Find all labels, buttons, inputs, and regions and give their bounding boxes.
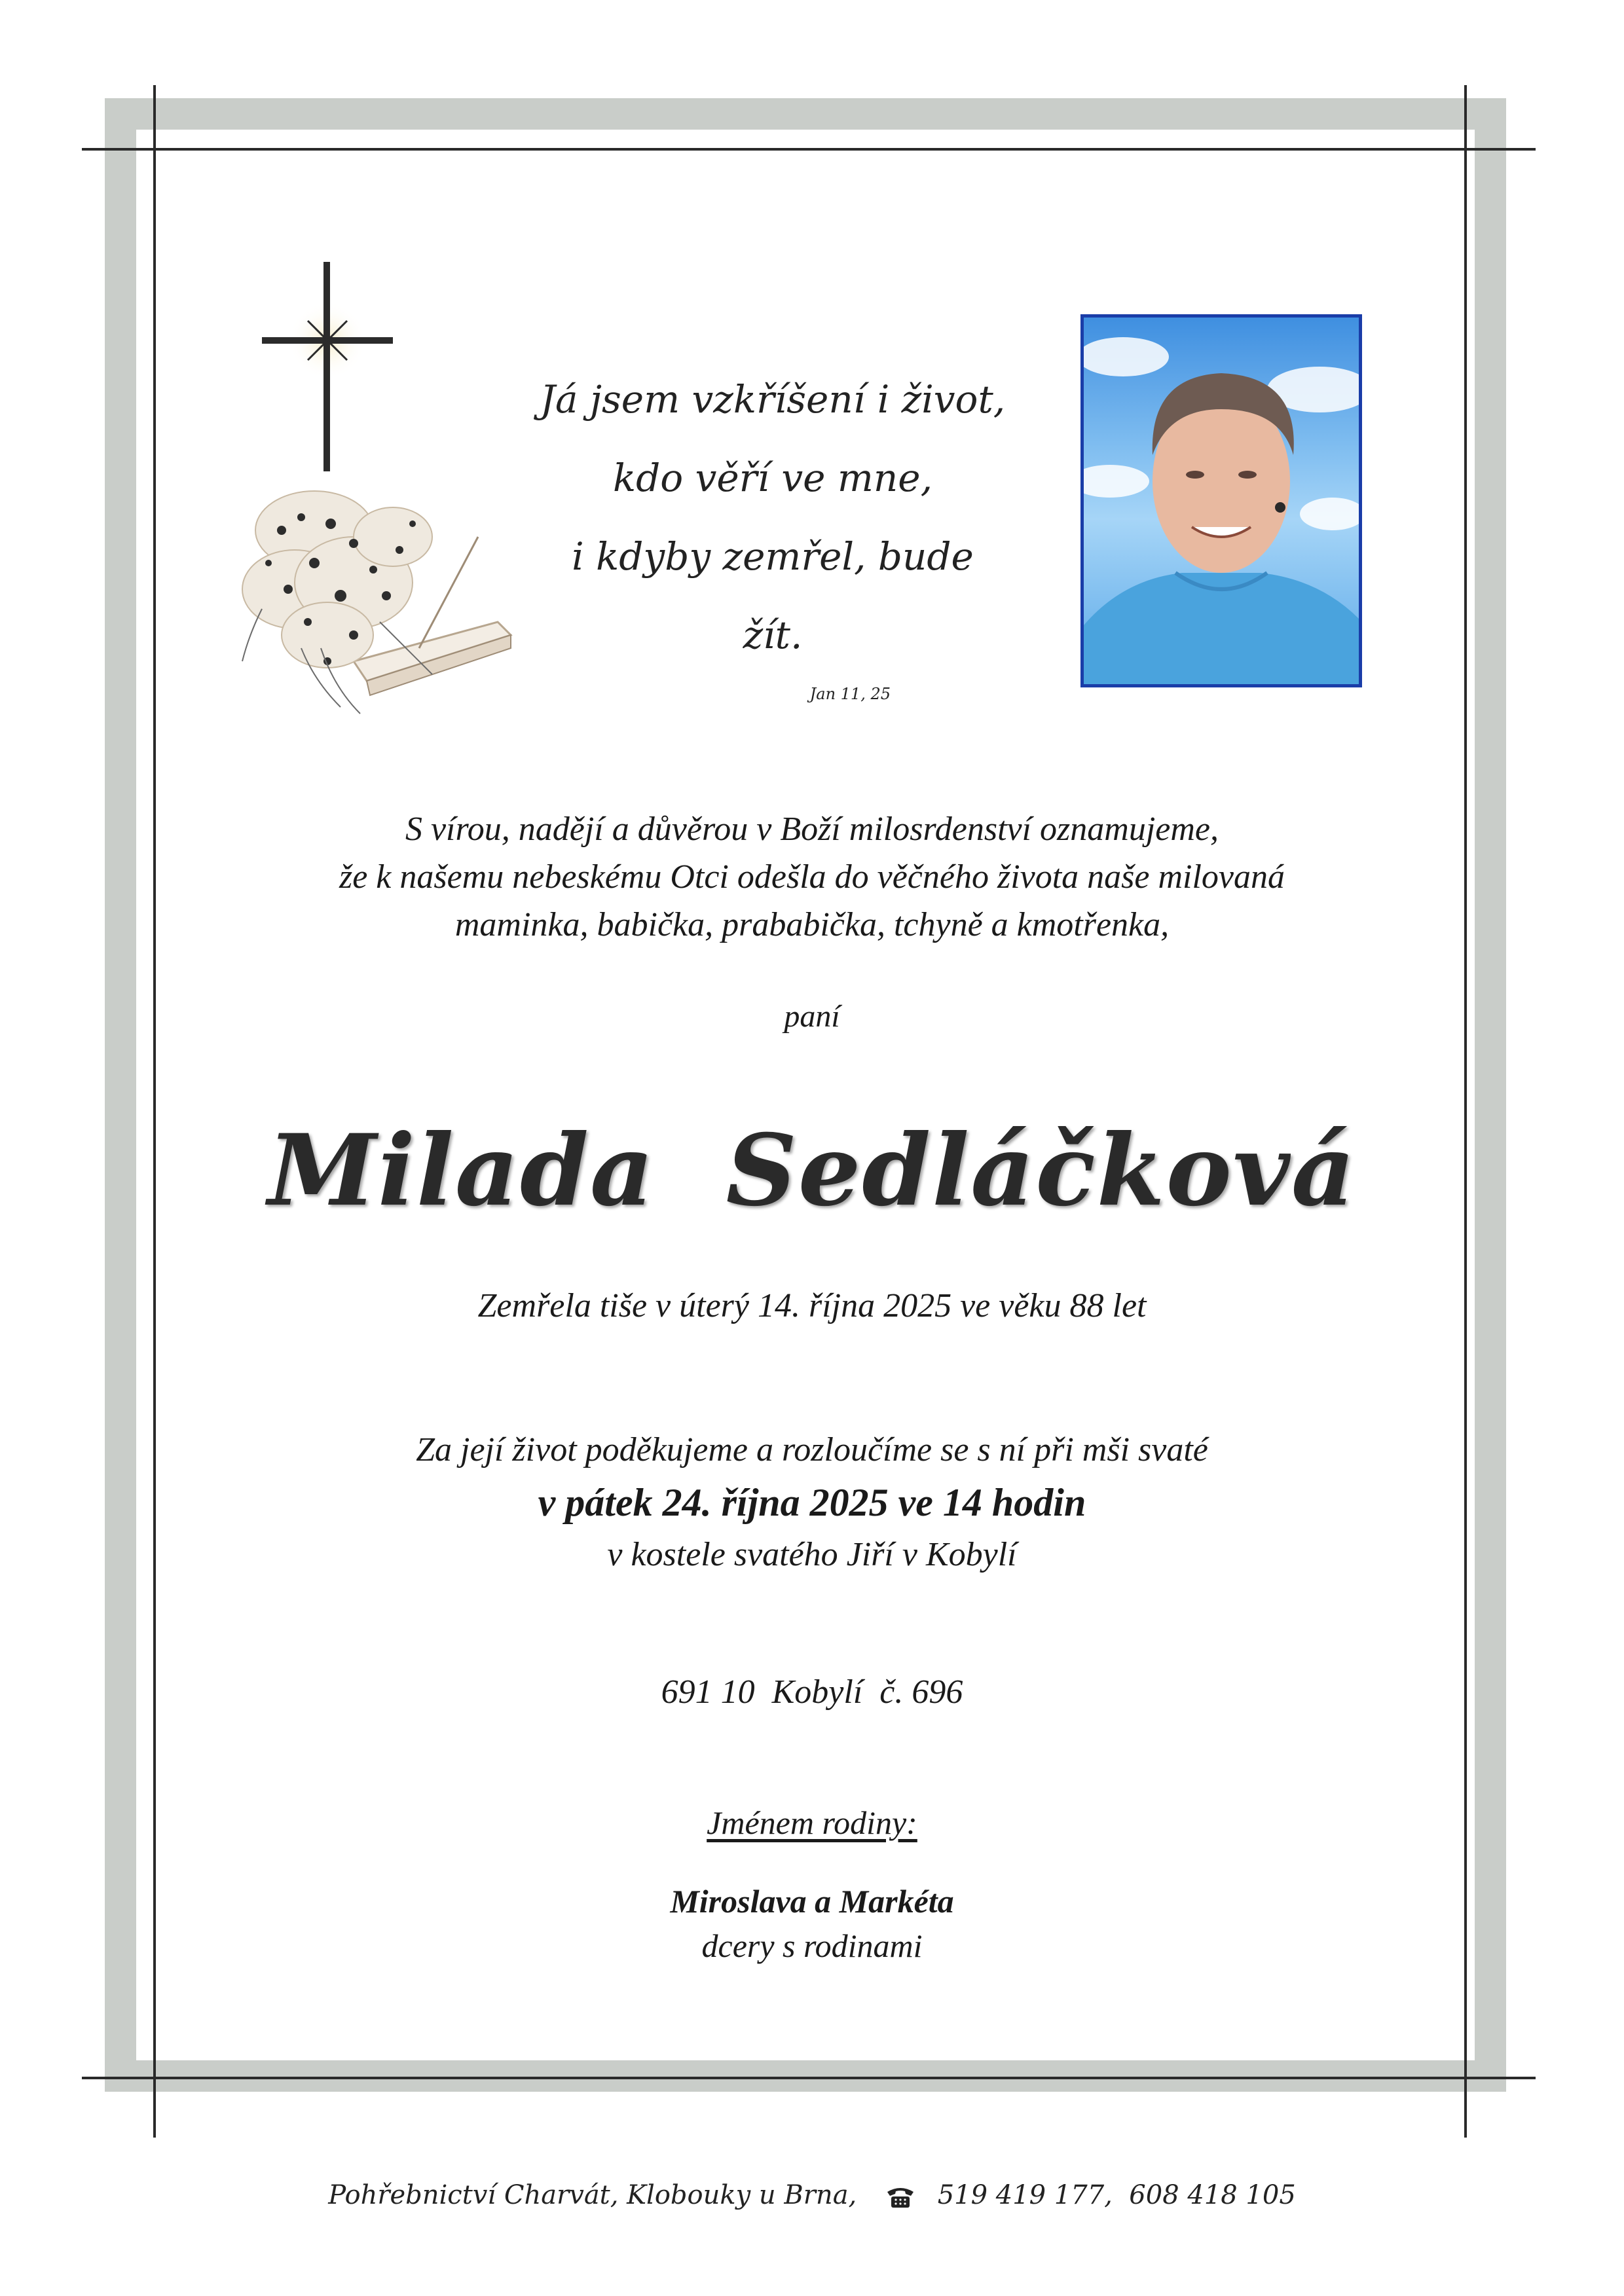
family-signature <box>0 1879 1624 1968</box>
phone-numbers: 519 419 177, 608 418 105 <box>937 2180 1296 2210</box>
bible-verse <box>537 360 1008 707</box>
funeral-home-footer <box>0 2180 1624 2210</box>
ceremony-place: v kostele svatého Jiří v Kobylí <box>607 1536 1017 1573</box>
verse-reference: Jan 11, 25 <box>809 685 891 703</box>
family-label: Jménem rodiny: <box>707 1804 917 1841</box>
frame-band-top <box>105 98 1506 130</box>
frame-band-left <box>105 98 136 2092</box>
intro-line-2: že k našemu nebeskému Otci odešla do věčného života naše milovaná <box>339 858 1285 896</box>
ceremony-line-1: Za její život poděkujeme a rozloučíme se s ní při mši svaté <box>416 1431 1208 1468</box>
intro-line-3: maminka, babička, prababička, tchyně a kmotřenka, <box>454 906 1170 943</box>
frame-line-top <box>82 148 1536 151</box>
intro-line-1: S vírou, nadějí a důvěrou v Boží milosrdenství oznamujeme, <box>405 811 1219 848</box>
ceremony-datetime: v pátek 24. října 2025 ve 14 hodin <box>538 1481 1086 1524</box>
portrait-image <box>1084 318 1359 684</box>
frame-band-bottom <box>105 2060 1506 2092</box>
telephone-icon <box>885 2185 916 2209</box>
family-relation: dcery s rodinami <box>701 1927 923 1964</box>
announcement-intro <box>0 805 1624 949</box>
family-names: Miroslava a Markéta <box>670 1883 954 1920</box>
ceremony-info <box>0 1424 1624 1581</box>
verse-line-1: Já jsem vzkříšení i život, <box>540 377 1006 422</box>
funeral-home-name: Pohřebnictví Charvát, Klobouky u Brna, <box>328 2180 857 2210</box>
verse-line-2: kdo věří ve mne, <box>612 456 933 500</box>
portrait-photo <box>1080 314 1362 687</box>
death-notice: Zemřela tiše v úterý 14. října 2025 ve věku 88 let <box>477 1287 1147 1324</box>
frame-line-bottom <box>82 2077 1536 2079</box>
frame-band-right <box>1475 98 1506 2092</box>
deceased-name: Milada Sedláčková <box>267 1113 1357 1228</box>
salutation: paní <box>784 999 840 1034</box>
verse-line-3: i kdyby zemřel, bude žít. <box>572 534 974 657</box>
cross-flowers-icon <box>223 255 537 740</box>
address: 691 10 Kobylí č. 696 <box>661 1673 963 1711</box>
